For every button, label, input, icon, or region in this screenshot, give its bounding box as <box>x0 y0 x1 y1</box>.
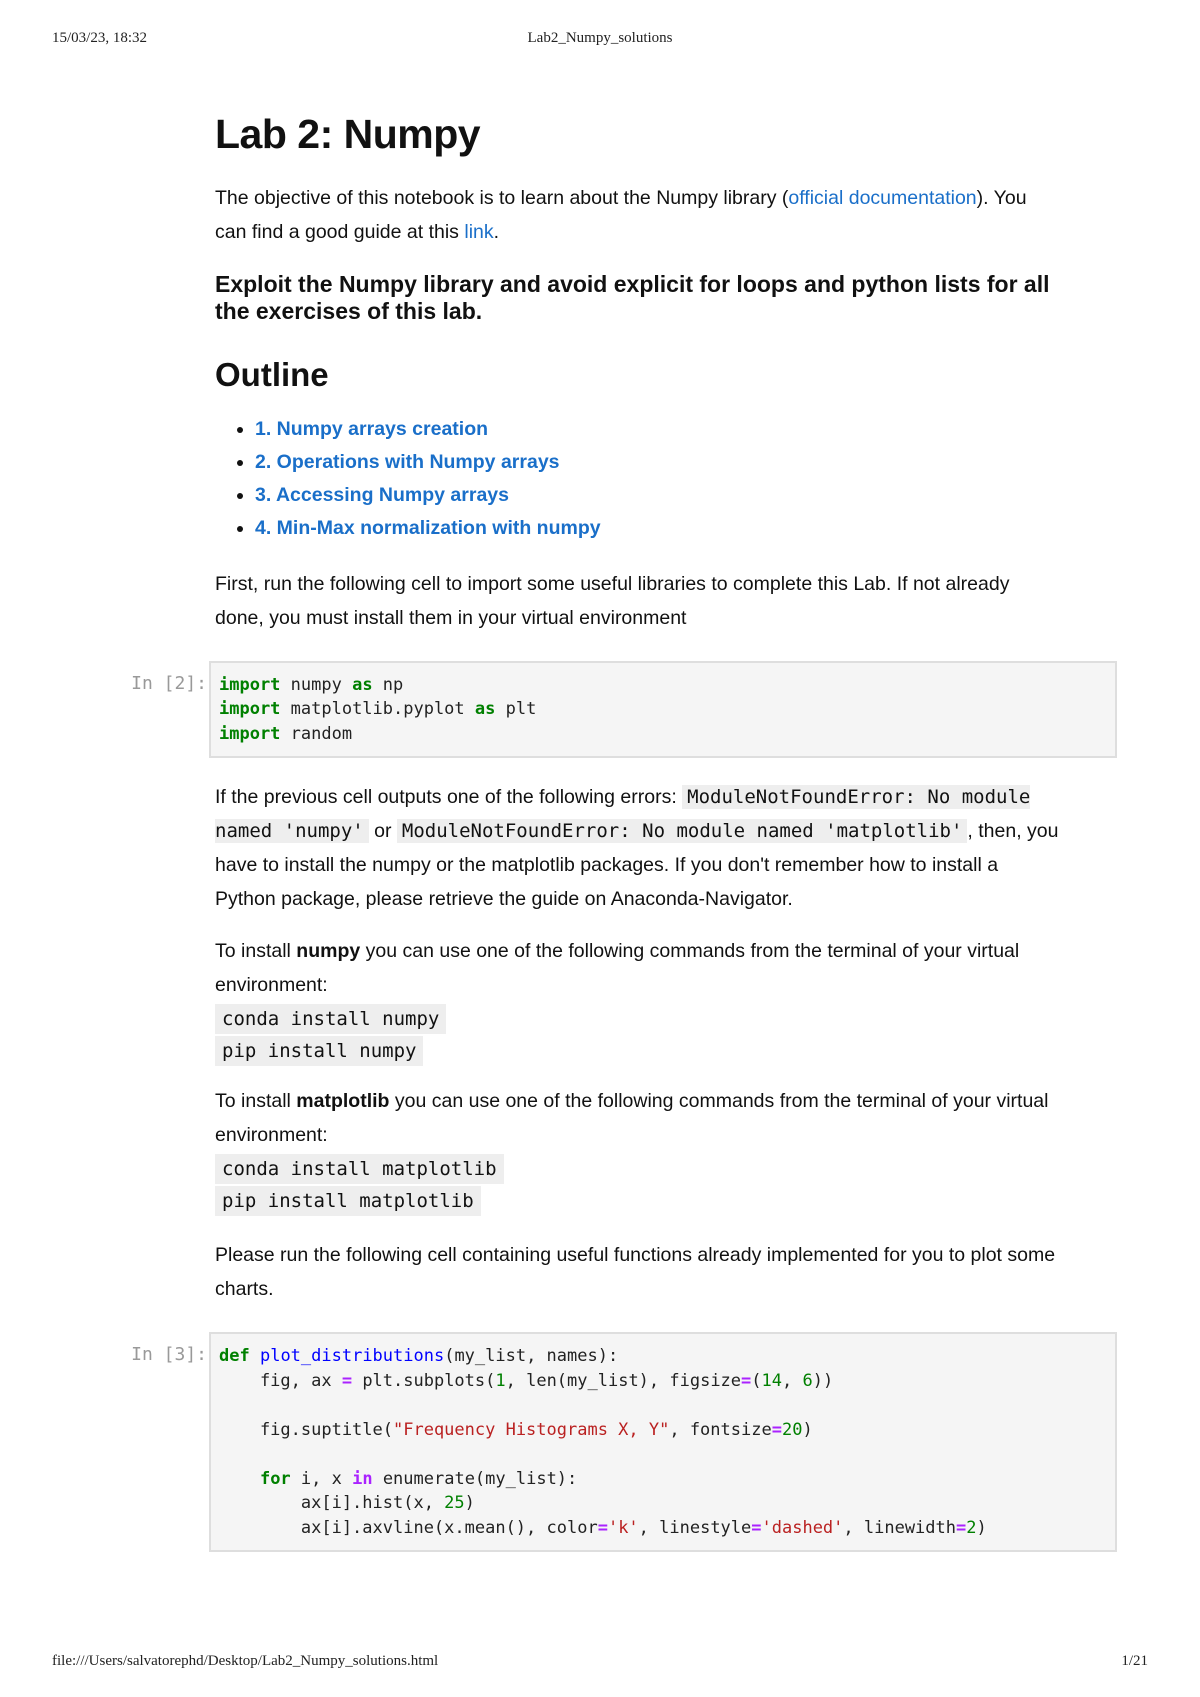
code-token: enumerate(my_list): <box>372 1468 578 1489</box>
print-file-path: file:///Users/salvatorephd/Desktop/Lab2_Numpy_solutions.html <box>52 1653 439 1669</box>
intro-text: The objective of this notebook is to learn about the Numpy library ( <box>215 187 789 210</box>
code-token: , linestyle <box>638 1517 752 1538</box>
code-token: random <box>280 723 353 744</box>
page-title: Lab 2: Numpy <box>215 111 481 157</box>
code-token: ax[i].hist(x, <box>219 1493 445 1514</box>
code-editor[interactable] <box>209 1332 1117 1552</box>
package-name: matplotlib <box>296 1090 390 1113</box>
code-token: "Frequency Histograms X, Y" <box>393 1419 670 1440</box>
guide-link[interactable]: link <box>464 221 494 244</box>
errors-text: If the previous cell outputs one of the following errors: <box>215 786 683 809</box>
code-token: np <box>372 674 404 695</box>
code-token: i, x <box>290 1468 353 1489</box>
code-token: 1 <box>495 1370 506 1391</box>
print-header <box>52 30 1148 50</box>
code-token: import <box>219 674 281 695</box>
code-cell-imports[interactable] <box>131 661 1060 759</box>
notebook-content <box>131 110 1060 1574</box>
code-token: , <box>782 1370 803 1391</box>
code-token: ) <box>464 1493 475 1514</box>
command-line <box>215 1154 1060 1184</box>
numpy-install-paragraph <box>215 934 1060 1002</box>
code-token: ) <box>976 1517 987 1538</box>
code-token: 2 <box>966 1517 977 1538</box>
cell-prompt: In [3]: <box>131 1344 207 1366</box>
code-token: fig, ax <box>219 1370 342 1391</box>
install-text: you can use one of the following commands from the terminal of your virtual environment: <box>215 940 1020 997</box>
code-token: in <box>352 1468 373 1489</box>
matplotlib-install-paragraph <box>215 1084 1060 1152</box>
code-token: = <box>771 1419 782 1440</box>
code-token: )) <box>812 1370 834 1391</box>
conda-numpy-command: conda install numpy <box>215 1004 446 1034</box>
package-name: numpy <box>296 940 361 963</box>
errors-paragraph <box>215 780 1060 916</box>
code-token: , linewidth <box>843 1517 956 1538</box>
outline-item-creation[interactable]: • 1. Numpy arrays creation <box>255 413 1060 446</box>
pip-matplotlib-command: pip install matplotlib <box>215 1186 481 1216</box>
conda-matplotlib-command: conda install matplotlib <box>215 1154 504 1184</box>
code-token: = <box>597 1517 608 1538</box>
code-token: 6 <box>802 1370 813 1391</box>
outline-item-normalization[interactable]: • 4. Min-Max normalization with numpy <box>255 512 1060 545</box>
errors-text: , then, you have to install the numpy or the matplotlib packages. If you don't remember how to install a Python package, please retrieve the guide on Anaconda-Navigator. <box>215 820 1059 911</box>
print-doc-title: Lab2_Numpy_solutions <box>527 30 673 46</box>
outline-heading: Outline <box>215 356 329 394</box>
intro-text: ). You can find a good guide at this <box>215 187 1027 244</box>
command-line <box>215 1004 1060 1034</box>
outline-item-operations[interactable]: • 2. Operations with Numpy arrays <box>255 446 1060 479</box>
code-token: (my_list, names): <box>444 1346 619 1367</box>
run-functions-paragraph: Please run the following cell containing useful functions already implemented for you to plot some charts. <box>215 1244 1056 1301</box>
print-page-number: 1/21 <box>1121 1653 1148 1669</box>
code-token: 'dashed' <box>761 1517 844 1538</box>
code-token: as <box>352 674 373 695</box>
code-token: , len(my_list), figsize <box>505 1370 742 1391</box>
exploit-note: Exploit the Numpy library and avoid explicit for loops and python lists for all the exercises of this lab. <box>215 271 1050 325</box>
print-footer <box>52 1653 1148 1673</box>
print-date: 15/03/23, 18:32 <box>52 30 148 46</box>
error-code-numpy: ModuleNotFoundError: No module named 'numpy' <box>215 786 1031 843</box>
code-token: ax[i].axvline(x.mean(), color <box>219 1517 598 1538</box>
error-code-matplotlib: ModuleNotFoundError: No module named 'matplotlib' <box>397 819 968 843</box>
outline-item-accessing[interactable]: • 3. Accessing Numpy arrays <box>255 479 1060 512</box>
code-cell-plot-functions[interactable] <box>131 1332 1060 1552</box>
intro-text: . <box>493 221 500 244</box>
code-token: fig.suptitle( <box>219 1419 393 1440</box>
code-token: = <box>341 1370 353 1391</box>
command-line <box>215 1186 1060 1216</box>
code-token: plt.subplots( <box>352 1370 496 1391</box>
code-token: 25 <box>444 1493 465 1514</box>
code-token: 14 <box>761 1370 783 1391</box>
code-token: for <box>259 1468 291 1489</box>
run-instructions: First, run the following cell to import some useful libraries to complete this Lab. If not already done, you must install them in your virtual environment <box>215 572 1010 629</box>
cell-prompt: In [2]: <box>131 672 207 694</box>
code-token: ( <box>751 1370 762 1391</box>
code-token: = <box>751 1517 762 1538</box>
code-editor[interactable] <box>209 661 1117 759</box>
code-token: = <box>741 1370 752 1391</box>
code-token: as <box>474 699 496 720</box>
code-token: 20 <box>781 1419 803 1440</box>
code-token: , fontsize <box>669 1419 772 1440</box>
intro-paragraph <box>215 181 1060 249</box>
code-token: 'k' <box>607 1517 639 1538</box>
code-token: plt <box>495 699 537 720</box>
code-token: ) <box>802 1419 813 1440</box>
code-token: = <box>956 1517 967 1538</box>
install-text: To install <box>215 940 297 963</box>
code-token: numpy <box>280 674 353 695</box>
install-text: To install <box>215 1090 297 1113</box>
code-token: plot_distributions <box>259 1346 445 1367</box>
code-token: matplotlib.pyplot <box>280 699 475 720</box>
install-text: you can use one of the following commands from the terminal of your virtual environment: <box>215 1090 1049 1147</box>
errors-text: or <box>368 820 397 843</box>
code-token: def <box>219 1346 250 1367</box>
code-token: import <box>219 723 281 744</box>
code-token <box>219 1469 260 1489</box>
outline-list <box>215 413 1060 545</box>
command-line <box>215 1036 1060 1066</box>
code-token: import <box>219 699 281 720</box>
official-docs-link[interactable]: official documentation <box>788 187 977 210</box>
pip-numpy-command: pip install numpy <box>215 1036 423 1066</box>
